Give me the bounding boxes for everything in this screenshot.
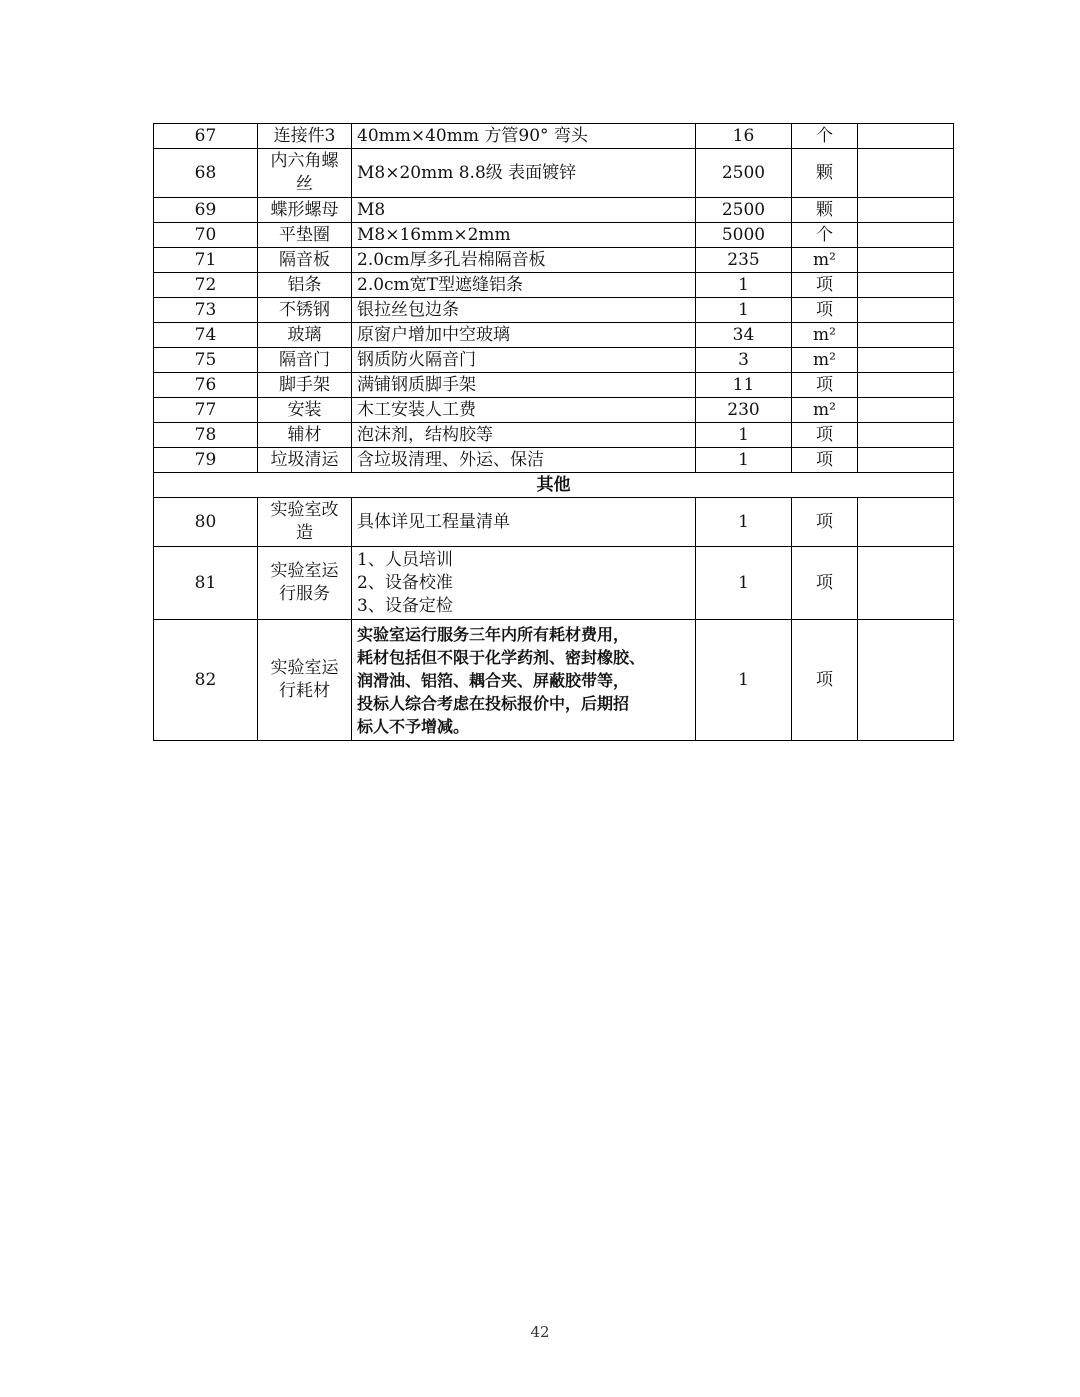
table-row <box>154 273 954 298</box>
item-spec: 木工安装人工费 <box>352 398 696 423</box>
bill-of-quantities-table <box>153 123 954 741</box>
item-note <box>858 149 954 198</box>
item-note <box>858 248 954 273</box>
item-name-line: 行服务 <box>279 584 330 604</box>
item-spec: 泡沫剂，结构胶等 <box>352 423 696 448</box>
item-name-line: 实验室运 <box>270 561 339 581</box>
item-spec: M8×20mm 8.8级 表面镀锌 <box>352 149 696 198</box>
item-number: 72 <box>154 273 258 298</box>
item-name: 辅材 <box>258 423 352 448</box>
item-number: 82 <box>154 620 258 741</box>
item-spec-line: 投标人综合考虑在投标报价中，后期招 <box>357 693 630 713</box>
item-unit: 个 <box>792 223 858 248</box>
item-spec <box>352 620 696 741</box>
item-name <box>258 547 352 620</box>
item-quantity: 1 <box>696 498 792 547</box>
table-row <box>154 348 954 373</box>
item-name: 安装 <box>258 398 352 423</box>
item-number: 81 <box>154 547 258 620</box>
item-name-line: 丝 <box>296 174 313 194</box>
item-note <box>858 348 954 373</box>
item-number: 77 <box>154 398 258 423</box>
item-spec-line: 实验室运行服务三年内所有耗材费用， <box>357 624 630 644</box>
item-name: 蝶形螺母 <box>258 198 352 223</box>
item-spec: 满铺钢质脚手架 <box>352 373 696 398</box>
item-note <box>858 373 954 398</box>
item-quantity: 11 <box>696 373 792 398</box>
item-name-line: 实验室运 <box>270 658 339 678</box>
table-row <box>154 498 954 547</box>
item-quantity: 5000 <box>696 223 792 248</box>
item-note <box>858 298 954 323</box>
item-quantity: 1 <box>696 298 792 323</box>
page-number: 42 <box>530 1323 550 1341</box>
item-unit: 项 <box>792 298 858 323</box>
item-name-line: 造 <box>296 523 313 543</box>
item-spec: 含垃圾清理、外运、保洁 <box>352 448 696 473</box>
item-unit: m² <box>792 323 858 348</box>
item-number: 78 <box>154 423 258 448</box>
item-note <box>858 423 954 448</box>
item-note <box>858 620 954 741</box>
item-name: 平垫圈 <box>258 223 352 248</box>
item-number: 71 <box>154 248 258 273</box>
table-row <box>154 149 954 198</box>
item-spec-line: 1、人员培训 <box>357 549 453 570</box>
section-title: 其他 <box>154 473 954 498</box>
item-quantity: 1 <box>696 423 792 448</box>
item-name: 隔音门 <box>258 348 352 373</box>
item-note <box>858 323 954 348</box>
item-spec-line: 3、设备定检 <box>357 595 453 616</box>
item-note <box>858 273 954 298</box>
item-quantity: 235 <box>696 248 792 273</box>
item-quantity: 1 <box>696 620 792 741</box>
item-spec: 具体详见工程量清单 <box>352 498 696 547</box>
item-note <box>858 124 954 149</box>
item-quantity: 2500 <box>696 198 792 223</box>
item-note <box>858 498 954 547</box>
table-row <box>154 248 954 273</box>
item-number: 69 <box>154 198 258 223</box>
item-spec: 原窗户增加中空玻璃 <box>352 323 696 348</box>
item-number: 70 <box>154 223 258 248</box>
item-spec-line: 2、设备校准 <box>357 572 453 593</box>
table-row <box>154 448 954 473</box>
item-spec: 银拉丝包边条 <box>352 298 696 323</box>
item-name: 隔音板 <box>258 248 352 273</box>
table-row <box>154 620 954 741</box>
item-quantity: 3 <box>696 348 792 373</box>
item-note <box>858 223 954 248</box>
item-name: 玻璃 <box>258 323 352 348</box>
item-unit: 项 <box>792 547 858 620</box>
item-unit: 项 <box>792 448 858 473</box>
item-unit: 项 <box>792 273 858 298</box>
table-body <box>154 124 954 741</box>
item-name-line: 内六角螺 <box>270 151 339 171</box>
item-quantity: 230 <box>696 398 792 423</box>
item-quantity: 1 <box>696 448 792 473</box>
item-unit: 项 <box>792 498 858 547</box>
item-spec-line: 标人不予增减。 <box>357 716 470 736</box>
table-row <box>154 398 954 423</box>
item-unit: 颗 <box>792 198 858 223</box>
item-note <box>858 448 954 473</box>
item-name: 连接件3 <box>258 124 352 149</box>
item-name <box>258 498 352 547</box>
item-spec-line: 耗材包括但不限于化学药剂、密封橡胶、 <box>357 647 646 667</box>
table-row <box>154 124 954 149</box>
item-unit: 个 <box>792 124 858 149</box>
item-spec: 2.0cm宽T型遮缝铝条 <box>352 273 696 298</box>
item-number: 79 <box>154 448 258 473</box>
item-note <box>858 547 954 620</box>
item-spec <box>352 547 696 620</box>
item-note <box>858 198 954 223</box>
item-spec: 2.0cm厚多孔岩棉隔音板 <box>352 248 696 273</box>
item-name-line: 行耗材 <box>279 681 330 701</box>
item-number: 80 <box>154 498 258 547</box>
item-number: 74 <box>154 323 258 348</box>
item-quantity: 16 <box>696 124 792 149</box>
item-number: 76 <box>154 373 258 398</box>
item-name: 脚手架 <box>258 373 352 398</box>
item-quantity: 2500 <box>696 149 792 198</box>
item-quantity: 1 <box>696 547 792 620</box>
item-unit: m² <box>792 398 858 423</box>
item-spec: 钢质防火隔音门 <box>352 348 696 373</box>
item-unit: m² <box>792 248 858 273</box>
table-row <box>154 373 954 398</box>
table-row <box>154 323 954 348</box>
item-spec: 40mm×40mm 方管90° 弯头 <box>352 124 696 149</box>
table-row <box>154 547 954 620</box>
item-name: 铝条 <box>258 273 352 298</box>
item-quantity: 1 <box>696 273 792 298</box>
table-row <box>154 198 954 223</box>
item-note <box>858 398 954 423</box>
table-row <box>154 423 954 448</box>
item-number: 68 <box>154 149 258 198</box>
item-name <box>258 149 352 198</box>
item-number: 75 <box>154 348 258 373</box>
table-row <box>154 223 954 248</box>
item-unit: 项 <box>792 423 858 448</box>
item-unit: m² <box>792 348 858 373</box>
item-name-line: 实验室改 <box>270 500 339 520</box>
item-spec-line: 润滑油、铝箔、耦合夹、屏蔽胶带等， <box>357 670 630 690</box>
item-unit: 项 <box>792 620 858 741</box>
item-number: 67 <box>154 124 258 149</box>
item-spec: M8×16mm×2mm <box>352 223 696 248</box>
item-spec: M8 <box>352 198 696 223</box>
item-name <box>258 620 352 741</box>
section-row <box>154 473 954 498</box>
item-unit: 项 <box>792 373 858 398</box>
item-quantity: 34 <box>696 323 792 348</box>
item-name: 垃圾清运 <box>258 448 352 473</box>
item-name: 不锈钢 <box>258 298 352 323</box>
item-number: 73 <box>154 298 258 323</box>
item-unit: 颗 <box>792 149 858 198</box>
table-row <box>154 298 954 323</box>
